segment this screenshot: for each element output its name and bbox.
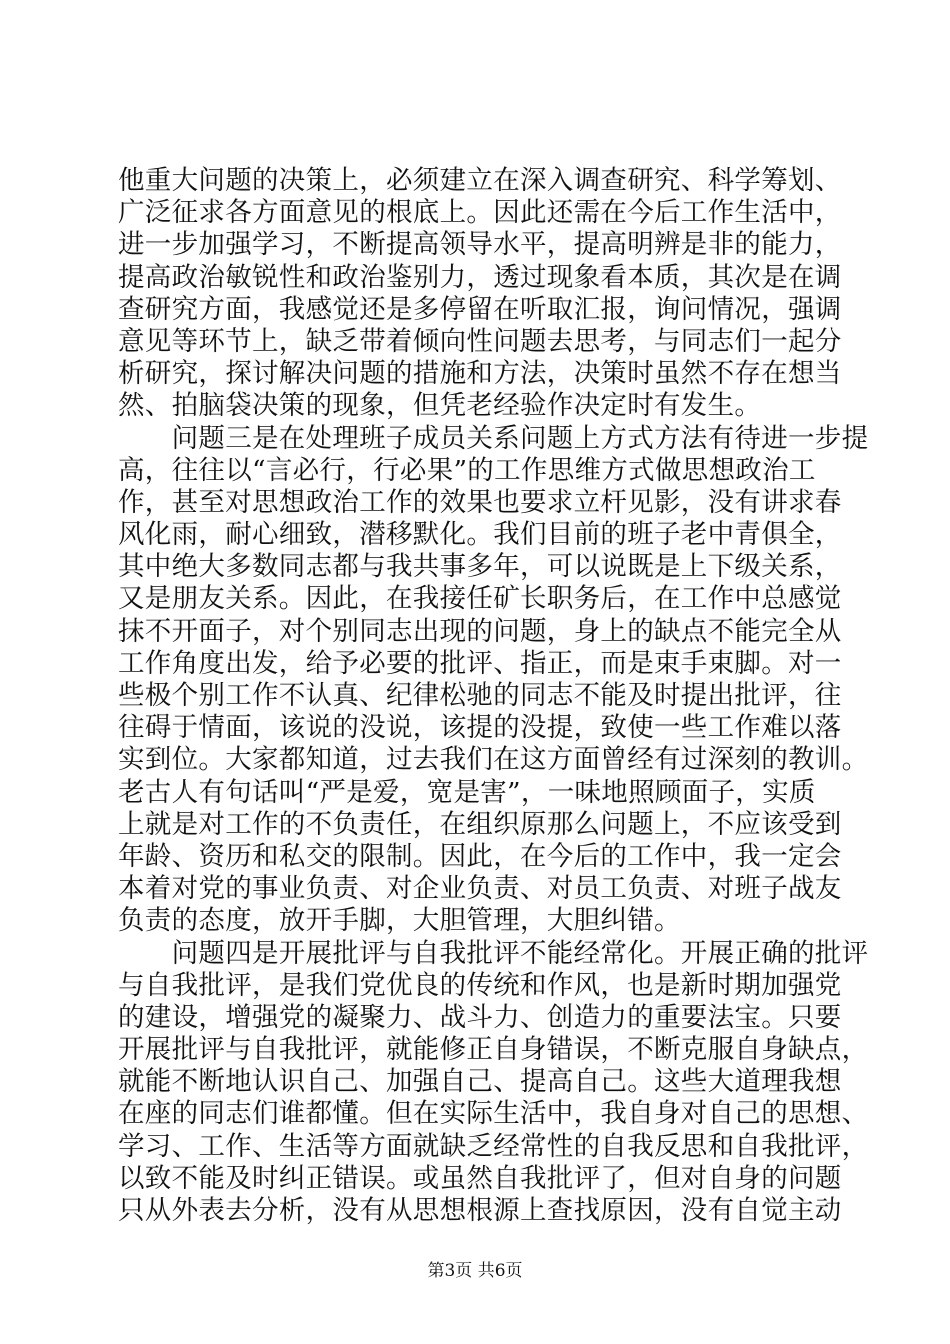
text-line: 广泛征求各方面意见的根底上。因此还需在今后工作生活中， xyxy=(118,197,842,229)
text-line: 工作角度出发，给予必要的批评、指正，而是束手束脚。对一 xyxy=(118,647,842,679)
text-line: 与自我批评，是我们党优良的传统和作风，也是新时期加强党 xyxy=(118,969,842,1001)
text-line: 意见等环节上，缺乏带着倾向性问题去思考，与同志们一起分 xyxy=(118,325,842,357)
text-line: 问题三是在处理班子成员关系问题上方式方法有待进一步提 xyxy=(118,422,869,454)
text-line: 些极个别工作不认真、纪律松驰的同志不能及时提出批评，往 xyxy=(118,680,842,711)
text-line: 年龄、资历和私交的限制。因此，在今后的工作中，我一定会 xyxy=(118,840,842,872)
text-line: 学习、工作、生活等方面就缺乏经常性的自我反思和自我批评， xyxy=(118,1130,869,1162)
text-line: 高，往往以“言必行，行必果”的工作思维方式做思想政治工 xyxy=(118,454,816,486)
text-line: 负责的态度，放开手脚，大胆管理，大胆纠错。 xyxy=(118,905,681,937)
text-line: 又是朋友关系。因此，在我接任矿长职务后，在工作中总感觉 xyxy=(118,583,842,615)
text-line: 实到位。大家都知道，过去我们在这方面曾经有过深刻的教训。 xyxy=(118,744,869,776)
text-line: 抹不开面子，对个别同志出现的问题，身上的缺点不能完全从 xyxy=(118,615,842,647)
text-line: 查研究方面，我感觉还是多停留在听取汇报，询问情况，强调 xyxy=(118,293,842,325)
text-line: 就能不断地认识自己、加强自己、提高自己。这些大道理我想 xyxy=(118,1066,842,1098)
text-line: 他重大问题的决策上，必须建立在深入调查研究、科学筹划、 xyxy=(118,165,842,196)
text-line: 进一步加强学习，不断提高领导水平，提高明辨是非的能力， xyxy=(118,229,842,261)
text-line: 开展批评与自我批评，就能修正自身错误，不断克服自身缺点， xyxy=(118,1034,869,1066)
text-line: 以致不能及时纠正错误。或虽然自我批评了，但对自身的问题 xyxy=(118,1162,842,1194)
text-line: 然、拍脑袋决策的现象，但凭老经验作决定时有发生。 xyxy=(118,390,762,422)
text-line: 上就是对工作的不负责任，在组织原那么问题上，不应该受到 xyxy=(118,808,842,840)
text-line: 往碍于情面，该说的没说，该提的没提，致使一些工作难以落 xyxy=(118,712,842,744)
text-line: 提高政治敏锐性和政治鉴别力，透过现象看本质，其次是在调 xyxy=(118,261,842,293)
text-line: 本着对党的事业负责、对企业负责、对员工负责、对班子战友 xyxy=(118,873,842,905)
text-line: 在座的同志们谁都懂。但在实际生活中，我自身对自己的思想、 xyxy=(118,1098,869,1130)
text-line: 析研究，探讨解决问题的措施和方法，决策时虽然不存在想当 xyxy=(118,358,842,390)
text-line: 的建设，增强党的凝聚力、战斗力、创造力的重要法宝。只要 xyxy=(118,1001,842,1033)
text-line: 只从外表去分析，没有从思想根源上查找原因，没有自觉主动 xyxy=(118,1195,842,1226)
text-line: 作，甚至对思想政治工作的效果也要求立杆见影，没有讲求春 xyxy=(118,486,842,518)
page-number-footer: 第3页 共6页 xyxy=(427,1261,523,1281)
text-line: 问题四是开展批评与自我批评不能经常化。开展正确的批评 xyxy=(118,937,869,969)
text-line: 风化雨，耐心细致，潜移默化。我们目前的班子老中青俱全， xyxy=(118,519,842,551)
text-line: 其中绝大多数同志都与我共事多年，可以说既是上下级关系， xyxy=(118,551,842,583)
body-text xyxy=(118,165,869,1227)
text-line: 老古人有句话叫“严是爱，宽是害”，一味地照顾面子，实质 xyxy=(118,776,816,808)
